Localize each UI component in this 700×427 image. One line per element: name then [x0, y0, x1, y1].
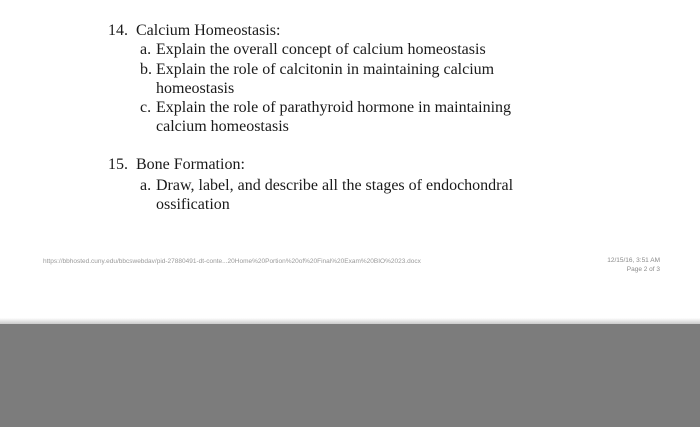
print-footer-url: https://bbhosted.cuny.edu/bbcswebdav/pid-27880491-dt-conte...20Home%20Portion%20of%20Final%20Exam%20BIO%2023.docx: [43, 258, 421, 265]
item-text-line: Draw, label, and describe all the stages of endochondral: [156, 177, 514, 194]
item-letter: b.: [140, 61, 152, 78]
question-number: 14.: [108, 22, 128, 39]
print-footer-info: [586, 256, 660, 274]
item-text-line: calcium homeostasis: [156, 118, 289, 135]
viewer-background: [0, 324, 700, 427]
question-14-item-c: [140, 98, 640, 138]
print-datetime: 12/15/16, 3:51 AM: [607, 257, 660, 264]
question-number: 15.: [108, 156, 128, 173]
item-letter: a.: [140, 177, 152, 194]
question-14-item-a: [140, 40, 640, 60]
question-title: Calcium Homeostasis:: [136, 22, 281, 39]
item-text-line: Explain the overall concept of calcium homeostasis: [156, 41, 486, 58]
item-text-line: ossification: [156, 196, 230, 213]
item-text-line: Explain the role of parathyroid hormone in maintaining: [156, 99, 512, 116]
question-15-item-a: [140, 176, 640, 216]
item-letter: a.: [140, 41, 152, 58]
question-14-item-b: [140, 60, 640, 100]
item-text-line: Explain the role of calcitonin in maintaining calcium: [156, 61, 495, 78]
question-14: [108, 21, 628, 41]
question-15: [108, 155, 628, 175]
item-text-line: homeostasis: [156, 80, 235, 97]
page-number: Page 2 of 3: [626, 266, 660, 273]
question-title: Bone Formation:: [136, 156, 245, 173]
item-letter: c.: [140, 99, 152, 116]
